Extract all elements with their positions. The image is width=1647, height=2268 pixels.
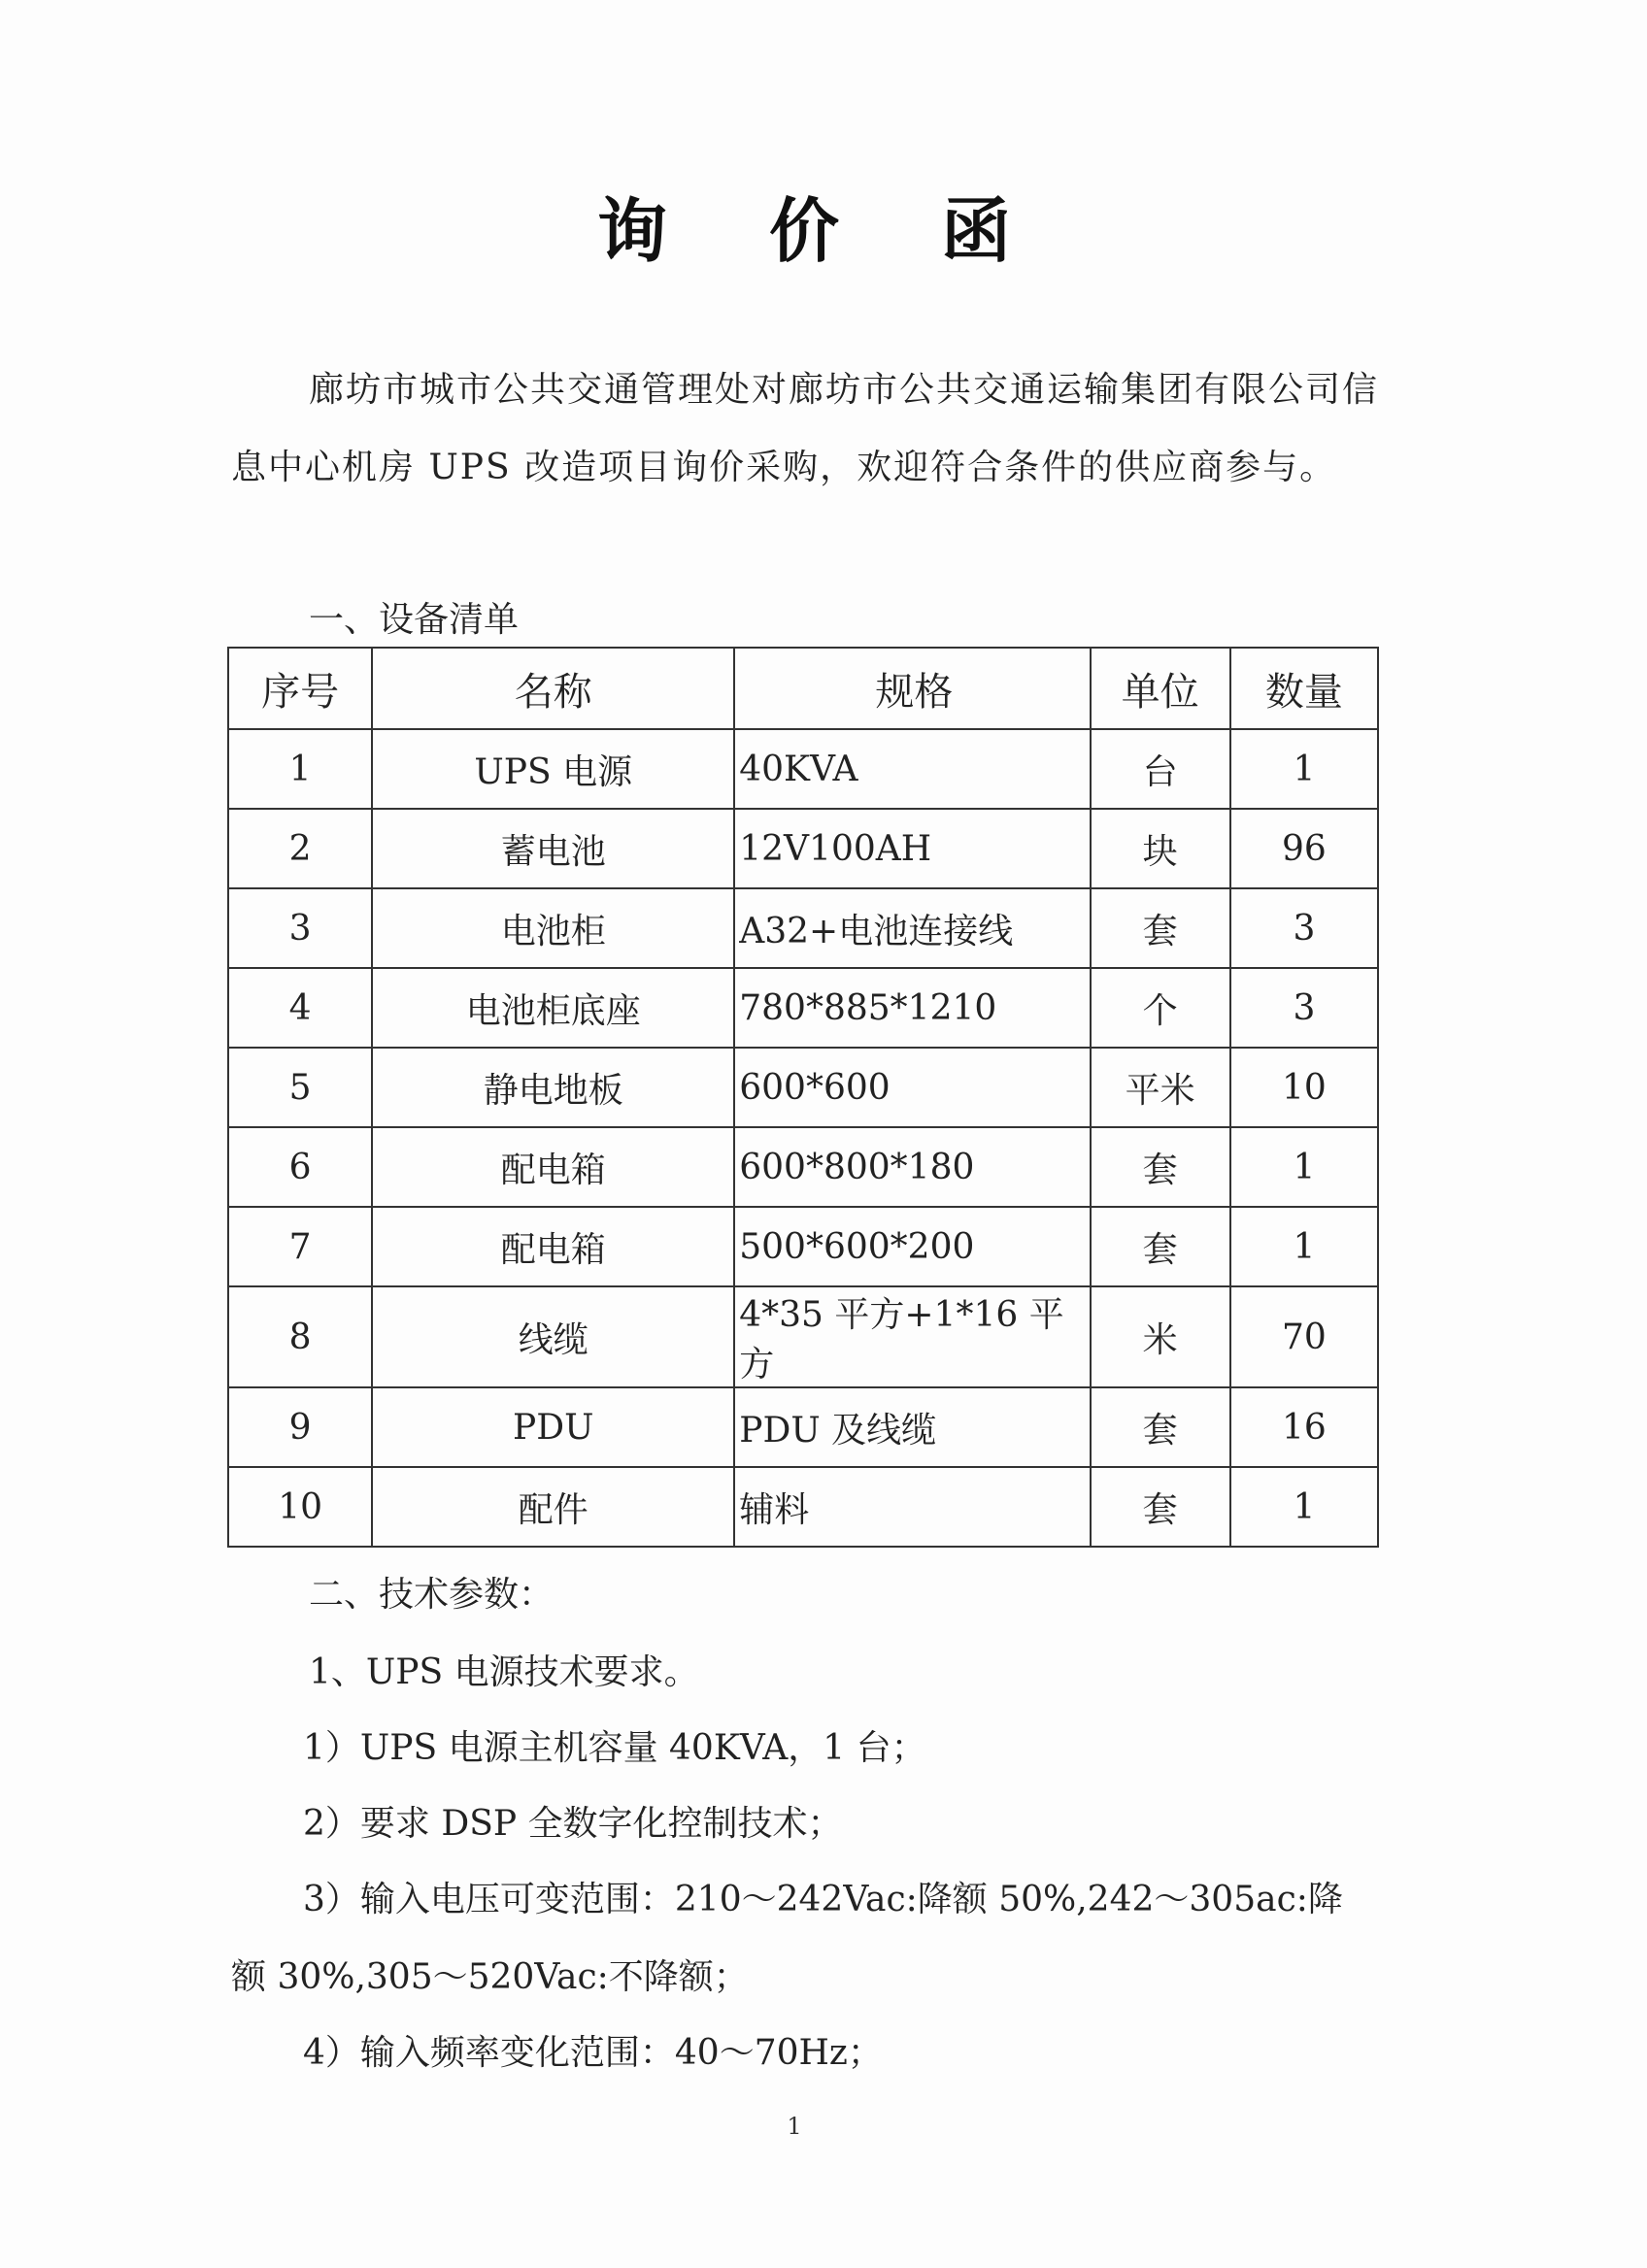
cell-qty: 10 [1230, 1048, 1378, 1127]
cell-no: 9 [228, 1387, 372, 1467]
table-row [228, 1387, 1378, 1467]
cell-name: 蓄电池 [372, 809, 734, 888]
cell-qty: 1 [1230, 729, 1378, 809]
cell-no: 4 [228, 968, 372, 1048]
page-number: 1 [787, 2113, 802, 2140]
cell-unit: 套 [1091, 1127, 1230, 1207]
requirement-item-1: 1）UPS 电源主机容量 40KVA，1 台； [303, 1728, 926, 1768]
header-qty: 数量 [1230, 648, 1378, 729]
cell-spec: 600*800*180 [734, 1127, 1090, 1207]
cell-spec: A32+电池连接线 [734, 888, 1090, 968]
subsection-ups-requirements: 1、UPS 电源技术要求。 [309, 1652, 699, 1692]
cell-no: 2 [228, 809, 372, 888]
table-row [228, 1207, 1378, 1286]
cell-spec: PDU 及线缆 [734, 1387, 1090, 1467]
cell-qty: 1 [1230, 1207, 1378, 1286]
table-row [228, 1467, 1378, 1547]
cell-spec: 12V100AH [734, 809, 1090, 888]
cell-name: 电池柜 [372, 888, 734, 968]
cell-qty: 1 [1230, 1467, 1378, 1547]
header-name: 名称 [372, 648, 734, 729]
header-no: 序号 [228, 648, 372, 729]
cell-qty: 70 [1230, 1286, 1378, 1387]
equipment-table [227, 647, 1379, 1548]
section1-heading: 一、设备清单 [309, 600, 520, 640]
cell-unit: 套 [1091, 1207, 1230, 1286]
cell-spec: 780*885*1210 [734, 968, 1090, 1048]
intro-paragraph: 廊坊市城市公共交通管理处对廊坊市公共交通运输集团有限公司信息中心机房 UPS 改造项目询价采购，欢迎符合条件的供应商参与。 [231, 370, 1380, 487]
cell-spec: 4*35 平方+1*16 平方 [734, 1286, 1090, 1387]
cell-unit: 米 [1091, 1286, 1230, 1387]
cell-qty: 16 [1230, 1387, 1378, 1467]
table-row [228, 809, 1378, 888]
cell-no: 1 [228, 729, 372, 809]
document-title: 询 价 函 [596, 189, 1051, 272]
cell-name: 电池柜底座 [372, 968, 734, 1048]
cell-spec: 500*600*200 [734, 1207, 1090, 1286]
requirement-item-4: 4）输入频率变化范围：40～70Hz； [303, 2033, 883, 2073]
cell-unit: 个 [1091, 968, 1230, 1048]
cell-no: 5 [228, 1048, 372, 1127]
cell-unit: 块 [1091, 809, 1230, 888]
cell-name: 配电箱 [372, 1207, 734, 1286]
cell-qty: 3 [1230, 968, 1378, 1048]
table-row [228, 1048, 1378, 1127]
cell-name: 配电箱 [372, 1127, 734, 1207]
header-unit: 单位 [1091, 648, 1230, 729]
header-spec: 规格 [734, 648, 1090, 729]
cell-spec: 辅料 [734, 1467, 1090, 1547]
cell-unit: 套 [1091, 1467, 1230, 1547]
cell-spec: 600*600 [734, 1048, 1090, 1127]
cell-unit: 台 [1091, 729, 1230, 809]
table-row [228, 1286, 1378, 1387]
cell-name: 静电地板 [372, 1048, 734, 1127]
cell-qty: 96 [1230, 809, 1378, 888]
cell-unit: 平米 [1091, 1048, 1230, 1127]
cell-name: 线缆 [372, 1286, 734, 1387]
requirement-item-3-line1: 3）输入电压可变范围：210～242Vac:降额 50%,242～305ac:降 [303, 1880, 1343, 1919]
section2-heading: 二、技术参数： [309, 1575, 555, 1615]
table-header-row [228, 648, 1378, 729]
cell-no: 7 [228, 1207, 372, 1286]
cell-spec: 40KVA [734, 729, 1090, 809]
cell-no: 8 [228, 1286, 372, 1387]
cell-name: 配件 [372, 1467, 734, 1547]
table-row [228, 968, 1378, 1048]
cell-qty: 1 [1230, 1127, 1378, 1207]
requirement-item-2: 2）要求 DSP 全数字化控制技术； [303, 1804, 843, 1844]
cell-unit: 套 [1091, 1387, 1230, 1467]
table-row [228, 1127, 1378, 1207]
cell-no: 10 [228, 1467, 372, 1547]
table-row [228, 729, 1378, 809]
requirement-item-3-line2: 额 30%,305～520Vac:不降额； [231, 1957, 749, 1997]
cell-name: PDU [372, 1387, 734, 1467]
cell-qty: 3 [1230, 888, 1378, 968]
cell-unit: 套 [1091, 888, 1230, 968]
cell-no: 3 [228, 888, 372, 968]
table-row [228, 888, 1378, 968]
cell-name: UPS 电源 [372, 729, 734, 809]
cell-no: 6 [228, 1127, 372, 1207]
